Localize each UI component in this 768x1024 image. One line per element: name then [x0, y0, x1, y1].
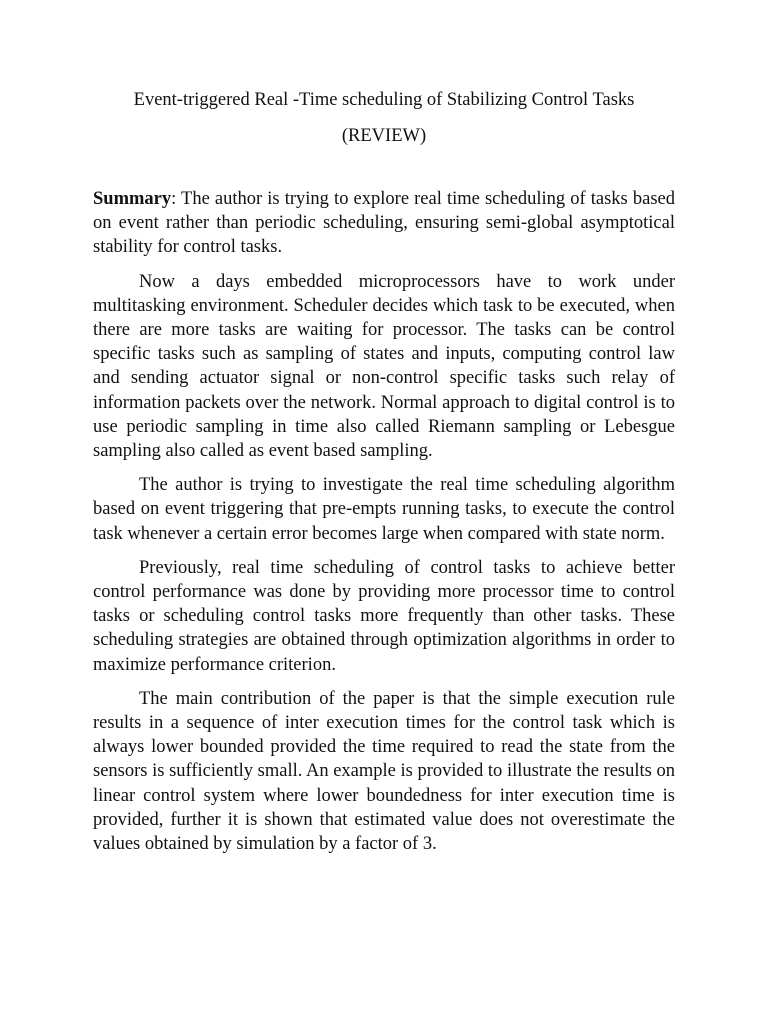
paragraph-contribution: The main contribution of the paper is that the simple execution rule results in a sequence of inter execution times for the control task which is always lower bounded provided the time required to read the state from the sensors is sufficiently small. An example is provided to illustrate the results on linear control system where lower boundedness for inter execution time is provided, further it is shown that estimated value does not overestimate the values obtained by simulation by a factor of 3. — [93, 688, 675, 855]
paragraph-previous-work: Previously, real time scheduling of control tasks to achieve better control performance was done by providing more processor time to control tasks or scheduling control tasks more frequently than other tasks. These scheduling strategies are obtained through optimization algorithms in order to maximize performance criterion. — [93, 557, 675, 675]
paragraph-microprocessors: Now a days embedded microprocessors have to work under multitasking environment. Scheduler decides which task to be executed, when there are more tasks are waiting for processor. The tasks can be control specific tasks such as sampling of states and inputs, computing control law and sending actuator signal or non-control specific tasks such relay of information packets over the network. Normal approach to digital control is to use periodic sampling in time also called Riemann sampling or Lebesgue sampling also called as event based sampling. — [93, 271, 675, 462]
document-body — [93, 187, 675, 866]
paragraph-investigation: The author is trying to investigate the real time scheduling algorithm based on event triggering that pre-empts running tasks, to execute the control task whenever a certain error becomes large when compared with state norm. — [93, 475, 675, 544]
document-subtitle: (REVIEW) — [341, 126, 427, 146]
summary-paragraph — [93, 187, 675, 260]
summary-label: Summary — [93, 189, 172, 209]
summary-text: : The author is trying to explore real time scheduling of tasks based on event rather than periodic scheduling, ensuring semi-global asymptotical stability for control tasks. — [93, 189, 675, 258]
document-title: Event-triggered Real -Time scheduling of Stabilizing Control Tasks — [133, 90, 635, 110]
